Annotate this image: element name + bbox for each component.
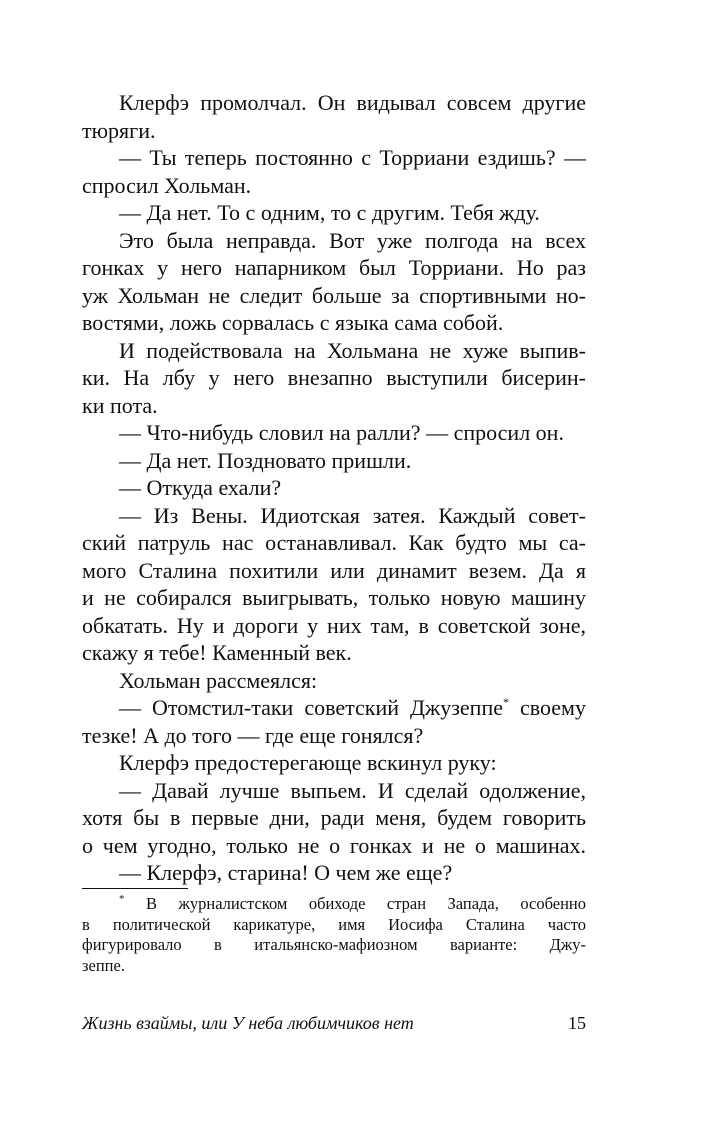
- page-footer: [82, 1008, 586, 1038]
- running-title: Жизнь взаймы, или У неба любимчиков нет: [82, 1013, 414, 1033]
- page-number: 15: [568, 1013, 586, 1033]
- text-line: [82, 144, 586, 172]
- text-line: [82, 722, 586, 750]
- line-text: ский патруль нас останавливал. Как будто мы са-: [82, 530, 586, 555]
- line-text: — Да нет. То с одним, то с другим. Тебя жду.: [119, 200, 540, 225]
- line-text: — Отомстил-таки советский Джузеппе: [119, 695, 503, 720]
- text-line: [82, 282, 586, 310]
- line-text: — Ты теперь постоянно с Торриани ездишь? —: [119, 145, 586, 170]
- text-line: [82, 364, 586, 392]
- text-line: [82, 557, 586, 585]
- text-line: [82, 89, 586, 117]
- text-line: [82, 447, 586, 475]
- line-text: скажу я тебе! Каменный век.: [82, 640, 352, 665]
- text-line: [82, 502, 586, 530]
- text-line: [82, 392, 586, 420]
- line-text: — Откуда ехали?: [119, 475, 282, 500]
- line-text: и не собирался выигрывать, только новую машину: [82, 585, 586, 610]
- footnote-rule: [82, 888, 188, 889]
- text-line: [82, 859, 586, 887]
- line-text: гонках у него напарником был Торриани. Но раз: [82, 255, 586, 280]
- line-text: — Да нет. Поздновато пришли.: [119, 447, 412, 473]
- body-text: [82, 89, 586, 887]
- footnote-text: зеппе.: [82, 955, 125, 975]
- text-line: [82, 172, 586, 200]
- text-line: [82, 419, 586, 447]
- text-line: [82, 584, 586, 612]
- footnote-text: в политической карикатуре, имя Иосифа Сталина часто: [82, 914, 586, 934]
- text-line: [82, 199, 586, 227]
- text-line: [82, 337, 586, 365]
- footnote-text: фигурировало в итальянско-мафиозном варианте: Джу-: [82, 935, 586, 954]
- line-text: ки пота.: [82, 392, 158, 418]
- footnote-marker: *: [119, 893, 125, 905]
- footnote-text: В журналистском обиходе стран Запада, особенно: [145, 894, 586, 913]
- line-text: тюряги.: [82, 117, 156, 143]
- line-text: о чем угодно, только не о гонках и не о машинах.: [82, 832, 586, 858]
- text-line: [82, 667, 586, 695]
- line-text: уж Хольман не следит больше за спортивными но-: [82, 282, 586, 308]
- footnote-marker: *: [503, 695, 509, 709]
- footnote-line: [82, 894, 586, 915]
- text-line: [82, 117, 586, 145]
- text-line: [82, 694, 586, 722]
- line-text: — Что-нибудь словил на ралли? — спросил он.: [119, 420, 564, 445]
- footnote-line: [82, 956, 586, 977]
- text-line: [82, 777, 586, 805]
- text-line: [82, 309, 586, 337]
- line-text: ки. На лбу у него внезапно выступили бисерин-: [82, 365, 586, 390]
- text-line: [82, 474, 586, 502]
- footnote-line: [82, 915, 586, 936]
- line-text: спросил Хольман.: [82, 172, 252, 198]
- text-line: [82, 804, 586, 832]
- footnote: [82, 894, 586, 976]
- text-line: [82, 832, 586, 860]
- line-text: востями, ложь сорвалась с языка сама собой.: [82, 310, 504, 335]
- footnote-line: [82, 935, 586, 956]
- text-line: [82, 639, 586, 667]
- line-text: — Давай лучше выпьем. И сделай одолжение,: [119, 777, 586, 803]
- line-text: — Из Вены. Идиотская затея. Каждый совет-: [119, 502, 586, 528]
- line-text: И подействовала на Хольмана не хуже выпив-: [119, 337, 586, 363]
- line-text: Это была неправда. Вот уже полгода на всех: [119, 227, 586, 253]
- text-line: [82, 227, 586, 255]
- line-text: тезке! А до того — где еще гонялся?: [82, 722, 424, 748]
- line-text: обкатать. Ну и дороги у них там, в советской зоне,: [82, 612, 586, 638]
- text-line: [82, 254, 586, 282]
- text-line: [82, 749, 586, 777]
- line-text: мого Сталина похитили или динамит везем. Да я: [82, 557, 586, 583]
- line-text: хотя бы в первые дни, ради меня, будем говорить: [82, 805, 586, 830]
- line-text: Клерфэ промолчал. Он видывал совсем другие: [119, 90, 586, 115]
- line-text: Клерфэ предостерегающе вскинул руку:: [119, 750, 497, 775]
- line-text: Хольман рассмеялся:: [119, 667, 318, 693]
- text-line: [82, 529, 586, 557]
- line-text: — Клерфэ, старина! О чем же еще?: [119, 860, 453, 885]
- text-line: [82, 612, 586, 640]
- line-text: своему: [509, 695, 586, 720]
